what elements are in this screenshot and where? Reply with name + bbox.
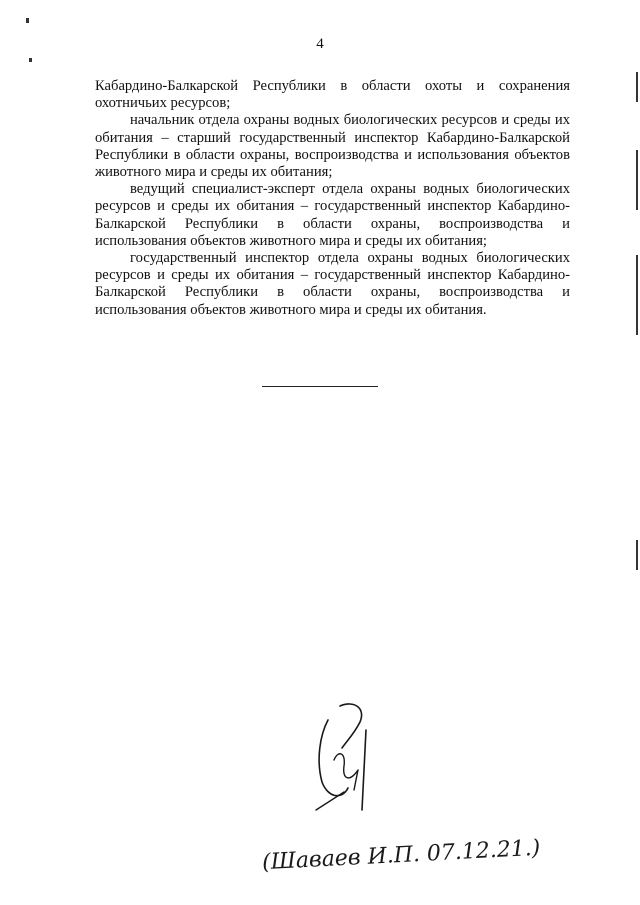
scan-margin-mark xyxy=(29,58,32,62)
scan-margin-mark xyxy=(636,255,638,335)
paragraph-continuation: Кабардино-Балкарской Республики в области охоты и сохранения охотничьих ресурсов; xyxy=(95,78,570,112)
scan-margin-mark xyxy=(636,150,638,210)
paragraph-department-head: начальник отдела охраны водных биологических ресурсов и среды их обитания – старший государственный инспектор Кабардино-Балкарской Республики в области охраны, воспроизводства и использования объектов животного мира и среды их обитания; xyxy=(95,112,570,181)
section-divider xyxy=(262,386,378,387)
paragraph-state-inspector: государственный инспектор отдела охраны водных биологических ресурсов и среды их обитания – государственный инспектор Кабардино-Балкарской Республики в области охраны, воспроизводства и использования объектов животного мира и среды их обитания. xyxy=(95,250,570,318)
paragraph-leading-specialist: ведущий специалист-эксперт отдела охраны водных биологических ресурсов и среды их обитания – государственный инспектор Кабардино-Балкарской Республики в области охраны, воспроизводства и использования объектов животного мира и среды их обитания; xyxy=(95,181,570,249)
scan-margin-mark xyxy=(636,72,638,102)
document-body xyxy=(95,78,570,319)
handwritten-signature xyxy=(250,690,550,890)
scan-margin-mark xyxy=(636,540,638,570)
svg-text:(Шаваев И.П. 07.12.21.): (Шаваев И.П. 07.12.21.) xyxy=(261,835,541,876)
scan-margin-mark xyxy=(26,18,29,23)
page-number: 4 xyxy=(316,36,324,52)
